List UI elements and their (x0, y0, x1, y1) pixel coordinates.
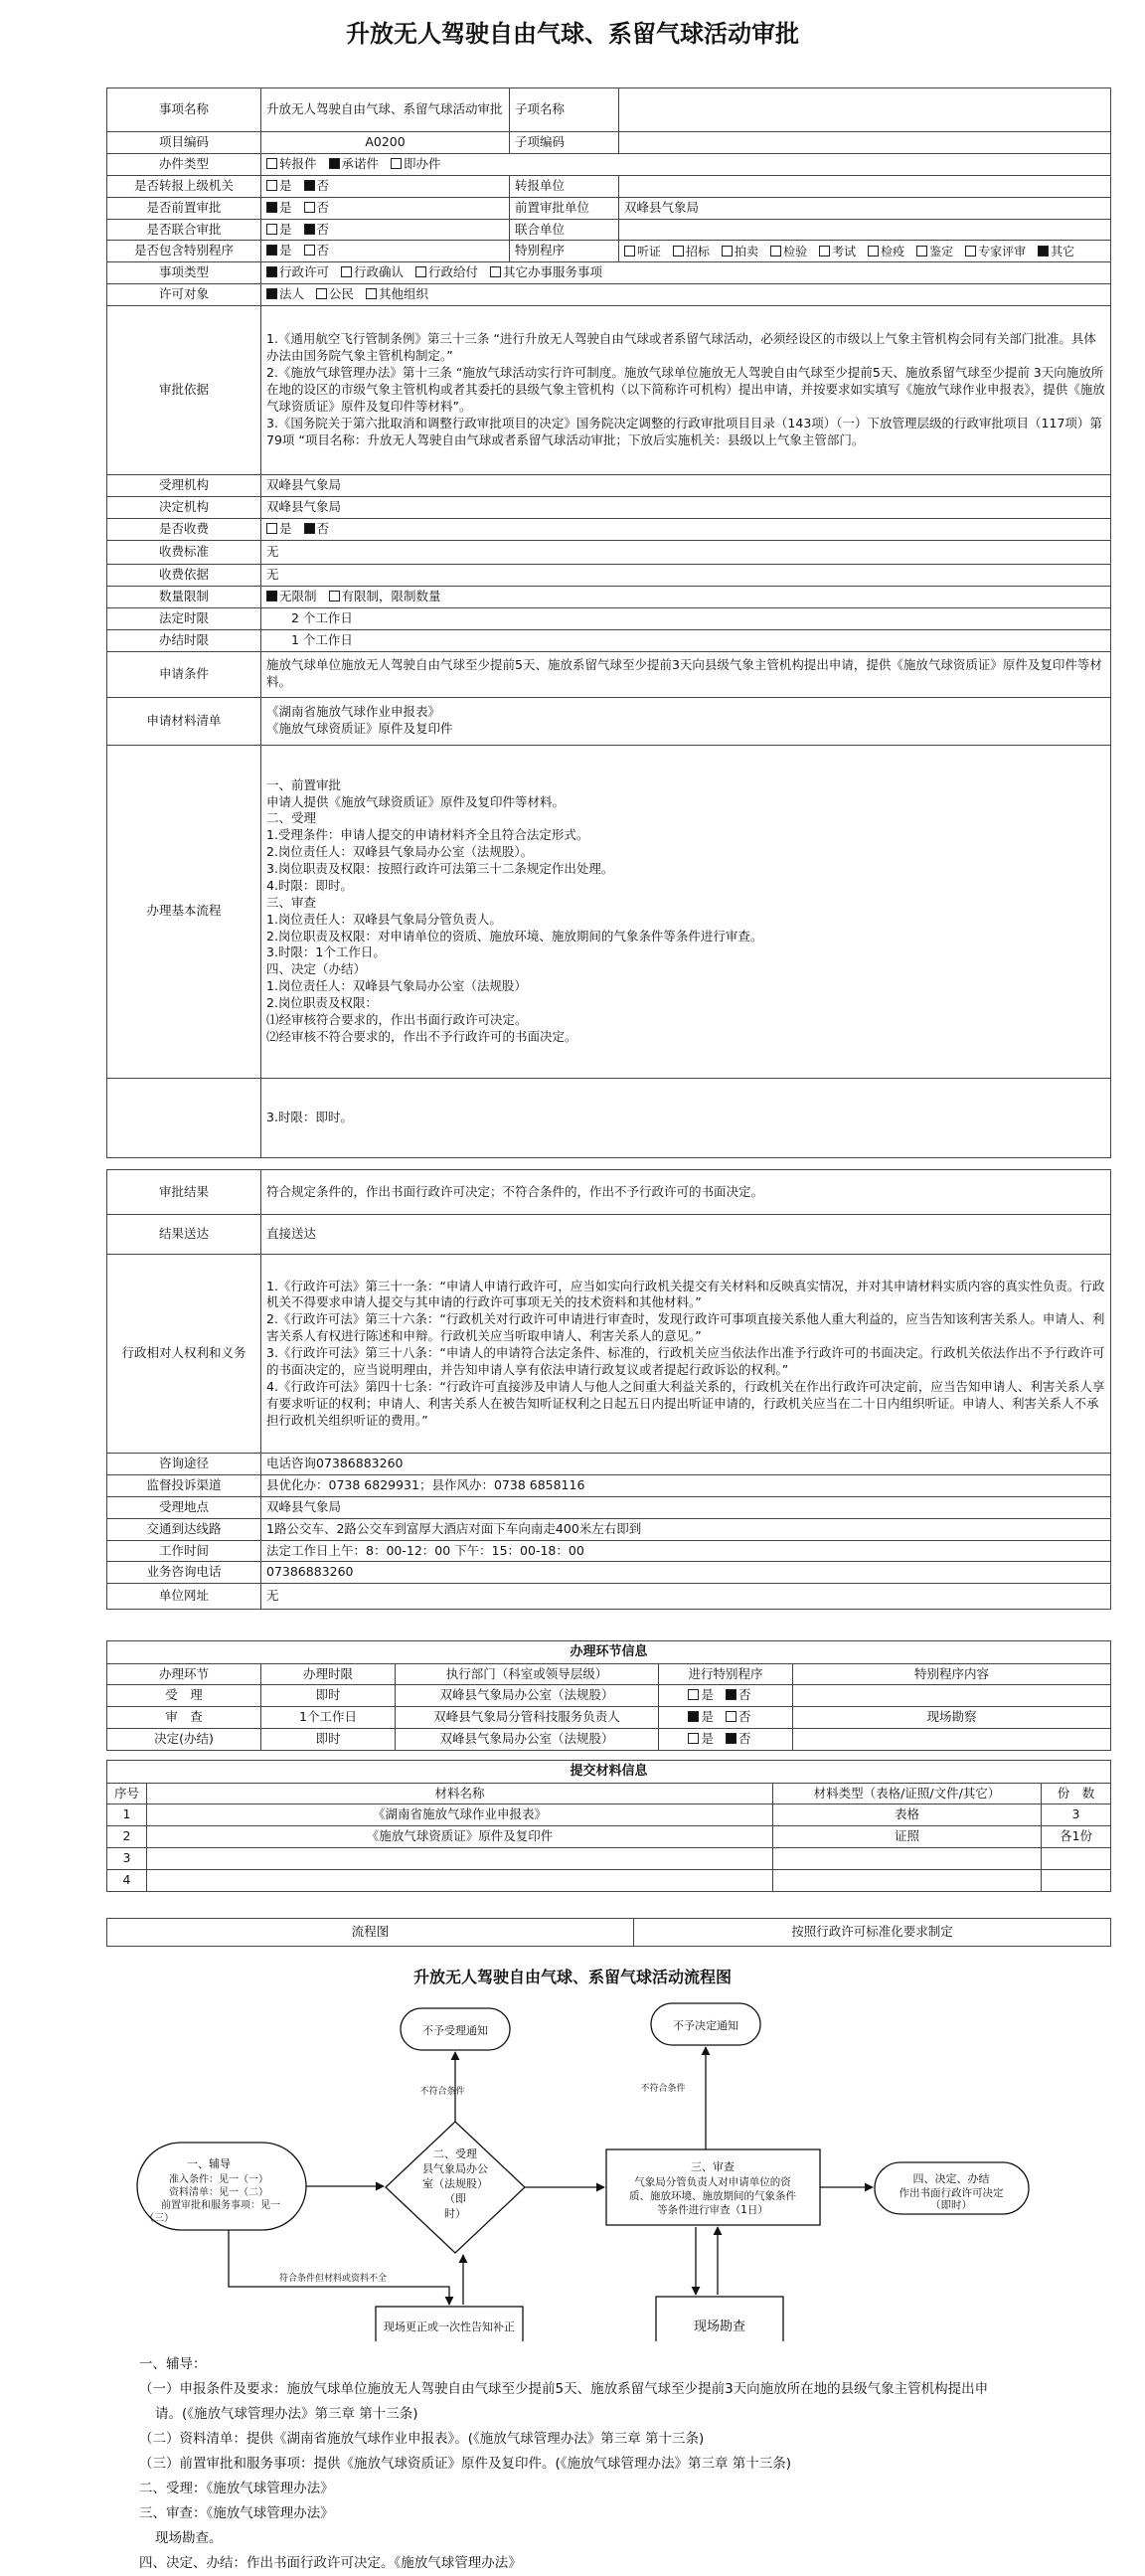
materials-list-label: 申请材料清单 (107, 697, 261, 745)
promise-time-label: 办结时限 (107, 629, 261, 651)
step-time: 1个工作日 (261, 1707, 396, 1729)
mat-col-type: 材料类型（表格/证照/文件/其它） (773, 1783, 1042, 1804)
unchecked-box-icon (722, 246, 733, 257)
checked-box-icon (726, 1689, 736, 1700)
hours: 法定工作日上午：8：00-12：00 下午：15：00-18：00 (261, 1540, 1111, 1562)
material-name: 《湖南省施放气球作业申报表》 (147, 1804, 773, 1826)
step-content (793, 1729, 1111, 1751)
checkbox-option (304, 521, 330, 536)
unchecked-box-icon (415, 266, 426, 277)
sub-name (619, 88, 1111, 132)
option-label: 行政许可 (279, 264, 330, 280)
flowchart-title: 升放无人驾驶自由气球、系留气球活动流程图 (412, 1968, 732, 1986)
step-row (107, 1707, 1111, 1729)
special-options (261, 241, 510, 262)
matter-type-label: 事项类型 (107, 262, 261, 284)
special-label: 是否包含特别程序 (107, 241, 261, 262)
steps-col-time: 办理时限 (261, 1663, 396, 1685)
checkbox-option (329, 156, 380, 171)
notes-line: （二）资料清单：提供《湖南省施放气球作业申报表》。(《施放气球管理办法》第三章 第十三条) (139, 2431, 705, 2447)
checkbox-option (266, 521, 292, 536)
joint-options (261, 219, 510, 241)
notes-line: 三、审查：《施放气球管理办法》 (139, 2505, 334, 2521)
notes-line: （三）前置审批和服务事项：提供《施放气球资质证》原件及复印件。(《施放气球管理办法》第三章 第十三条) (139, 2456, 792, 2472)
condition-label: 申请条件 (107, 651, 261, 697)
flow-cont: 3.时限：即时。 (261, 1078, 1111, 1157)
review-line-1: 气象局分管负责人对申请单位的资 (634, 2176, 791, 2188)
forward-unit (619, 175, 1111, 197)
option-label: 即办件 (404, 155, 441, 171)
flowchart-row-table (106, 1918, 1111, 1947)
checkbox-option (304, 222, 330, 237)
checkbox-option (770, 245, 807, 258)
fee-basis: 无 (261, 564, 1111, 586)
accept-line-3: （即 (444, 2192, 466, 2205)
mat-col-name: 材料名称 (147, 1783, 773, 1804)
mat-col-no: 序号 (107, 1783, 147, 1804)
checked-box-icon (688, 1711, 699, 1722)
checkbox-option (366, 286, 428, 301)
guide-line-2: 资料清单：见一（二） (169, 2187, 268, 2198)
accept-line-2: 室（法规股） (422, 2177, 488, 2190)
material-type (773, 1848, 1042, 1870)
detail-table (106, 1169, 1111, 1610)
steps-col-stage: 办理环节 (107, 1663, 261, 1685)
option-label: 否 (316, 199, 330, 215)
decide-line-2: （即时） (930, 2199, 972, 2211)
site-label: 单位网址 (107, 1584, 261, 1610)
result: 符合规定条件的，作出书面行政许可决定；不符合条件的，作出不予行政许可的书面决定。 (261, 1170, 1111, 1215)
checked-box-icon (266, 591, 277, 601)
material-name: 《施放气球资质证》原件及复印件 (147, 1826, 773, 1848)
object-label: 许可对象 (107, 284, 261, 306)
checkbox-option (329, 589, 441, 603)
steps-heading: 办理环节信息 (107, 1641, 1111, 1664)
fee-std-label: 收费标准 (107, 540, 261, 564)
pre-unit-label: 前置审批单位 (510, 197, 619, 219)
unchecked-box-icon (965, 246, 976, 257)
deliver: 直接送达 (261, 1215, 1111, 1255)
option-label: 鉴定 (929, 244, 954, 258)
checkbox-option (391, 156, 441, 171)
step-name: 决定(办结) (107, 1729, 261, 1751)
option-label: 检验 (783, 244, 808, 258)
unchecked-box-icon (673, 246, 684, 257)
main-info-table (106, 87, 1111, 1158)
legal-time: 2 个工作日 (261, 607, 1111, 629)
phone-label: 业务咨询电话 (107, 1562, 261, 1584)
decide-line-0: 四、决定、办结 (912, 2172, 990, 2185)
special-proc-label: 特别程序 (510, 241, 619, 262)
rights-label: 行政相对人权利和义务 (107, 1255, 261, 1454)
item-name: 升放无人驾驶自由气球、系留气球活动审批 (261, 88, 510, 132)
fee-basis-label: 收费依据 (107, 564, 261, 586)
checkbox-option (266, 286, 304, 301)
step-content: 现场勘察 (793, 1707, 1111, 1729)
step-row (107, 1729, 1111, 1751)
unchecked-box-icon (688, 1733, 699, 1744)
option-label: 行政确认 (354, 264, 405, 280)
forward-options (261, 175, 510, 197)
guide-line-0: 一、辅导 (187, 2157, 231, 2170)
option-label: 其他组织 (379, 286, 429, 302)
decide-org-label: 决定机构 (107, 496, 261, 518)
option-label: 无限制 (279, 588, 317, 603)
material-no: 4 (107, 1870, 147, 1892)
checkbox-option (868, 245, 904, 258)
sub-code-label: 子项编码 (510, 132, 619, 154)
route-label: 交通到达线路 (107, 1518, 261, 1540)
qty-label: 数量限制 (107, 586, 261, 607)
option-label: 否 (738, 1709, 751, 1725)
option-label: 是 (279, 177, 292, 193)
option-label: 是 (701, 1709, 714, 1725)
guide-line-1: 准入条件：见一（一） (169, 2174, 268, 2185)
flow-label: 办理基本流程 (107, 745, 261, 1078)
unchecked-box-icon (868, 246, 879, 257)
step-dept: 双峰县气象局分管科技服务负责人 (396, 1707, 659, 1729)
reject-accept-text: 不予受理通知 (422, 2024, 488, 2037)
pre-approval-options (261, 197, 510, 219)
material-name (147, 1848, 773, 1870)
option-label: 是 (279, 243, 292, 258)
option-label: 转报件 (279, 155, 317, 171)
survey-text: 现场勘查 (693, 2319, 746, 2334)
edge-no2-text: 不符合条件 (640, 2084, 686, 2094)
unchecked-box-icon (304, 245, 315, 256)
decide-line-1: 作出书面行政许可决定 (899, 2187, 1004, 2199)
option-label: 检疫 (881, 244, 905, 258)
checkbox-option (266, 222, 292, 237)
fee-options (261, 518, 1111, 540)
unchecked-box-icon (366, 288, 377, 299)
option-label: 法人 (279, 286, 305, 302)
notes (139, 2352, 1113, 2576)
review-line-3: 等条件进行审查（1日） (657, 2204, 768, 2216)
checked-box-icon (726, 1733, 736, 1744)
material-type (773, 1870, 1042, 1892)
material-row (107, 1804, 1111, 1826)
mat-col-count: 份 数 (1042, 1783, 1111, 1804)
special-proc-options (619, 241, 1111, 262)
flow-text: 一、前置审批 申请人提供《施放气球资质证》原件及复印件等材料。 二、受理 1.受理条件：申请人提交的申请材料齐全且符合法定形式。 2.岗位责任人：双峰县气象局办公室（法规股）。 3.岗位职责及权限：按照行政许可法第三十二条规定作出处理。 4.时限：即时。 三、审查 1.岗位责任人：双峰县气象局分管负责人。 2.岗位职责及权限：对申请单位的资质、施放环境、施放期间的气象条件等条件进行审查。 3.时限：1个工作日。 四、决定（办结） 1.岗位责任人：双峰县气象局办公室（法规股） 2.岗位职责及权限： ⑴经审核符合要求的，作出书面行政许可决定。 ⑵经审核不符合要求的，作出不予行政许可的书面决定。 (261, 745, 1111, 1078)
hours-label: 工作时间 (107, 1540, 261, 1562)
material-count (1042, 1870, 1111, 1892)
flowchart-diagram (99, 1998, 1054, 2341)
checkbox-option (316, 286, 354, 301)
type-label: 办件类型 (107, 153, 261, 175)
option-label: 有限制，限制数量 (341, 588, 441, 603)
unchecked-box-icon (304, 202, 315, 213)
forward-unit-label: 转报单位 (510, 175, 619, 197)
option-label: 否 (316, 221, 330, 237)
option-label: 其它 (1051, 244, 1075, 258)
place-label: 受理地点 (107, 1496, 261, 1518)
edge-no1-text: 不符合条件 (419, 2087, 465, 2097)
step-time: 即时 (261, 1729, 396, 1751)
checkbox-option (490, 264, 602, 279)
checkbox-option (624, 245, 661, 258)
steps-col-special: 进行特别程序 (659, 1663, 793, 1685)
unchecked-box-icon (624, 246, 635, 257)
step-time: 即时 (261, 1685, 396, 1707)
joint-label: 是否联合审批 (107, 219, 261, 241)
guide-line-4: （三） (144, 2213, 174, 2224)
consult-label: 咨询途径 (107, 1454, 261, 1475)
edge-guide-correct (229, 2230, 449, 2305)
checkbox-option (266, 178, 292, 193)
option-label: 是 (701, 1687, 714, 1703)
phone: 07386883260 (261, 1562, 1111, 1584)
sub-code (619, 132, 1111, 154)
place: 双峰县气象局 (261, 1496, 1111, 1518)
notes-line: 四、决定、办结：作出书面行政许可决定。《施放气球管理办法》 (139, 2555, 522, 2571)
notes-line: （一）申报条件及要求：施放气球单位施放无人驾驶自由气球至少提前5天、施放系留气球至少提前3天向施放所在地的县级气象主管机构提出申 (139, 2381, 989, 2397)
step-special (659, 1729, 793, 1751)
guide-line-3: 前置审批和服务事项：见一 (161, 2200, 280, 2211)
checked-box-icon (329, 158, 340, 169)
checkbox-option (304, 178, 330, 193)
material-type: 证照 (773, 1826, 1042, 1848)
step-name: 受 理 (107, 1685, 261, 1707)
unchecked-box-icon (266, 523, 277, 534)
steps-col-dept: 执行部门（科室或领导层级） (396, 1663, 659, 1685)
route: 1路公交车、2路公交车到富厚大酒店对面下车向南走400米左右即到 (261, 1518, 1111, 1540)
option-label: 公民 (329, 286, 355, 302)
unchecked-box-icon (341, 266, 352, 277)
unchecked-box-icon (391, 158, 402, 169)
material-type: 表格 (773, 1804, 1042, 1826)
option-label: 是 (279, 221, 292, 237)
checkbox-option (266, 589, 317, 603)
forward-label: 是否转报上级机关 (107, 175, 261, 197)
accept-line-1: 县气象局办公 (422, 2162, 488, 2175)
checkbox-option (916, 245, 953, 258)
option-label: 是 (701, 1731, 714, 1747)
checkbox-option (965, 245, 1026, 258)
option-label: 否 (316, 177, 330, 193)
legal-time-label: 法定时限 (107, 607, 261, 629)
decide-org: 双峰县气象局 (261, 496, 1111, 518)
checkbox-option (266, 243, 292, 258)
checkbox-option (722, 245, 758, 258)
step-dept: 双峰县气象局办公室（法规股） (396, 1685, 659, 1707)
rights: 1.《行政许可法》第三十一条：“申请人申请行政许可，应当如实向行政机关提交有关材料和反映真实情况，并对其申请材料实质内容的真实性负责。行政机关不得要求申请人提交与其申请的行政许可事项无关的技术资料和其他材料。” 2.《行政许可法》第三十六条：“行政机关对行政许可申请进行审查时，发现行政许可事项直接关系他人重大利益的，应当告知该利害关系人。申请人、利害关系人有权进行陈述和申辩。行政机关应当听取申请人、利害关系人的意见。” 3.《行政许可法》第三十八条：“申请人的申请符合法定条件、标准的，行政机关应当依法作出准予行政许可的书面决定。行政机关依法作出不予行政许可的书面决定的，应当说明理由，并告知申请人享有依法申请行政复议或者提起行政诉讼的权利。” 4.《行政许可法》第四十七条：“行政许可直接涉及申请人与他人之间重大利益关系的，行政机关在作出行政许可决定前，应当告知申请人、利害关系人享有要求听证的权利；申请人、利害关系人在被告知听证权利之日起五日内提出听证申请的，行政机关应当在二十日内组织听证。申请人、利害关系人不承担行政机关组织听证的费用。” (261, 1255, 1111, 1454)
option-label: 否 (738, 1731, 751, 1747)
step-content (793, 1685, 1111, 1707)
option-label: 否 (316, 520, 330, 536)
step-special (659, 1685, 793, 1707)
pre-unit: 双峰县气象局 (619, 197, 1111, 219)
step-special (659, 1707, 793, 1729)
review-line-2: 质、施放环境、施放期间的气象条件 (629, 2190, 796, 2202)
material-row (107, 1870, 1111, 1892)
qty-options (261, 586, 1111, 607)
unchecked-box-icon (316, 288, 327, 299)
checkbox-option (673, 245, 710, 258)
option-label: 拍卖 (735, 244, 759, 258)
checked-box-icon (266, 288, 277, 299)
basis-text: 1.《通用航空飞行管制条例》第三十三条 “进行升放无人驾驶自由气球或者系留气球活动，必须经设区的市级以上气象主管机构会同有关部门批准。具体办法由国务院气象主管机构制定。” 2.《施放气球管理办法》第十三条 “施放气球活动实行许可制度。施放气球单位施放无人驾驶自由气球至少提前5天、施放系留气球至少提前 3天向施放所在地的设区的市级气象主管机构或者其委托的县级气象主管机构（以下简称许可机构）提出申请，并按要求如实填写《施放气球作业申报表》，提供《施放气球资质证》原件及复印件等材料”。 3.《国务院关于第六批取消和调整行政审批项目的决定》国务院决定调整的行政审批项目目录（143项）（一）下放管理层级的行政审批项目（117项）第 79项 “项目名称：升放无人驾驶自由气球或者系留气球活动审批；下放后实施机关：县级以上气象主管部门。 (261, 306, 1111, 475)
complain: 县优化办：0738 6829931；县作风办：0738 6858116 (261, 1474, 1111, 1496)
material-count: 各1份 (1042, 1826, 1111, 1848)
steps-col-content: 特别程序内容 (793, 1663, 1111, 1685)
unchecked-box-icon (329, 591, 340, 601)
consult: 电话咨询07386883260 (261, 1454, 1111, 1475)
unchecked-box-icon (266, 180, 277, 191)
complain-label: 监督投诉渠道 (107, 1474, 261, 1496)
material-name (147, 1870, 773, 1892)
option-label: 招标 (686, 244, 711, 258)
review-line-0: 三、审查 (691, 2160, 735, 2173)
checkbox-option (415, 264, 478, 279)
checked-box-icon (304, 180, 315, 191)
checkbox-option (341, 264, 404, 279)
checkbox-option (1038, 245, 1074, 258)
notes-head: 一、辅导： (139, 2356, 207, 2372)
unchecked-box-icon (770, 246, 781, 257)
checked-box-icon (266, 245, 277, 256)
code: A0200 (261, 132, 510, 154)
sub-name-label: 子项名称 (510, 88, 619, 132)
checked-box-icon (266, 202, 277, 213)
pre-approval-label: 是否前置审批 (107, 197, 261, 219)
material-row (107, 1848, 1111, 1870)
notes-line: 现场勘查。 (155, 2530, 223, 2546)
step-name: 审 查 (107, 1707, 261, 1729)
step-row (107, 1685, 1111, 1707)
page-title: 升放无人驾驶自由气球、系留气球活动审批 (346, 19, 799, 48)
option-label: 是 (279, 199, 292, 215)
object-options (261, 284, 1111, 306)
flowchart-value: 按照行政许可标准化要求制定 (634, 1919, 1111, 1947)
reject-decide-text: 不予决定通知 (673, 2019, 738, 2032)
accept-line-0: 二、受理 (433, 2147, 477, 2160)
accept-line-4: 时） (444, 2207, 466, 2220)
condition: 施放气球单位施放无人驾驶自由气球至少提前5天、施放系留气球至少提前3天向县级气象主管机构提出申请，提供《施放气球资质证》原件及复印件等材料。 (261, 651, 1111, 697)
type-options (261, 153, 1111, 175)
material-count: 3 (1042, 1804, 1111, 1826)
checked-box-icon (1038, 246, 1049, 257)
checked-box-icon (266, 266, 277, 277)
steps-table (106, 1640, 1111, 1751)
option-label: 否 (316, 243, 330, 258)
materials-heading: 提交材料信息 (107, 1761, 1111, 1784)
checkbox-option (266, 264, 329, 279)
materials-list: 《湖南省施放气球作业申报表》 《施放气球资质证》原件及复印件 (261, 697, 1111, 745)
notes-line: 请。(《施放气球管理办法》第三章 第十三条) (155, 2406, 418, 2422)
material-no: 1 (107, 1804, 147, 1826)
material-no: 3 (107, 1848, 147, 1870)
material-row (107, 1826, 1111, 1848)
unchecked-box-icon (726, 1711, 736, 1722)
option-label: 听证 (637, 244, 662, 258)
unchecked-box-icon (490, 266, 501, 277)
notes-line: 二、受理：《施放气球管理办法》 (139, 2481, 334, 2496)
option-label: 是 (279, 520, 292, 536)
material-count (1042, 1848, 1111, 1870)
option-label: 否 (738, 1687, 751, 1703)
unchecked-box-icon (266, 224, 277, 235)
code-label: 项目编码 (107, 132, 261, 154)
unchecked-box-icon (688, 1689, 699, 1700)
result-label: 审批结果 (107, 1170, 261, 1215)
fee-std: 无 (261, 540, 1111, 564)
checkbox-option (266, 156, 317, 171)
checkbox-option (304, 243, 330, 258)
checked-box-icon (304, 523, 315, 534)
materials-table (106, 1760, 1111, 1892)
deliver-label: 结果送达 (107, 1215, 261, 1255)
edge-correct-text: 符合条件但材料或资料不全 (278, 2274, 388, 2284)
option-label: 专家评审 (978, 244, 1027, 258)
matter-type-options (261, 262, 1111, 284)
flowchart-label: 流程图 (107, 1919, 634, 1947)
step-dept: 双峰县气象局办公室（法规股） (396, 1729, 659, 1751)
promise-time: 1 个工作日 (261, 629, 1111, 651)
joint-unit-label: 联合单位 (510, 219, 619, 241)
unchecked-box-icon (916, 246, 927, 257)
site: 无 (261, 1584, 1111, 1610)
option-label: 行政给付 (428, 264, 479, 280)
checkbox-option (819, 245, 856, 258)
accept-org-label: 受理机构 (107, 475, 261, 497)
unchecked-box-icon (266, 158, 277, 169)
checkbox-option (304, 200, 330, 215)
correct-text: 现场更正或一次性告知补正 (384, 2320, 515, 2333)
accept-org: 双峰县气象局 (261, 475, 1111, 497)
flow-cont-label (107, 1078, 261, 1157)
basis-label: 审批依据 (107, 306, 261, 475)
item-name-label: 事项名称 (107, 88, 261, 132)
checked-box-icon (304, 224, 315, 235)
option-label: 其它办事服务事项 (503, 264, 603, 280)
fee-label: 是否收费 (107, 518, 261, 540)
option-label: 承诺件 (341, 155, 380, 171)
material-no: 2 (107, 1826, 147, 1848)
option-label: 考试 (832, 244, 857, 258)
checkbox-option (266, 200, 292, 215)
joint-unit (619, 219, 1111, 241)
unchecked-box-icon (819, 246, 830, 257)
